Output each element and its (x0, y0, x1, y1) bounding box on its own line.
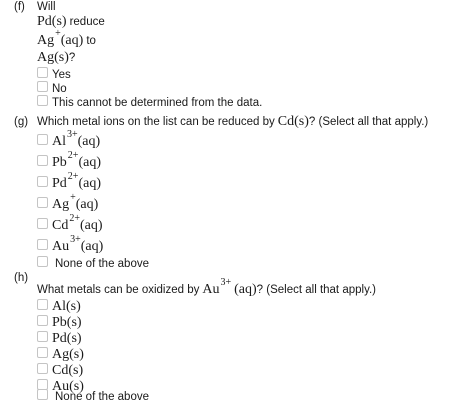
part-g-question (37, 114, 428, 130)
ion-charge: 2+ (67, 171, 79, 182)
part-h-label: (h) (14, 272, 29, 284)
ion-state: (aq) (75, 197, 99, 212)
option-label: Pd(s) (52, 331, 82, 346)
checkbox[interactable] (37, 239, 48, 250)
ion-symbol: Cd (52, 218, 69, 233)
checkbox[interactable] (37, 347, 48, 358)
part-f-will-text: Will (37, 1, 56, 13)
option-yes[interactable] (37, 67, 71, 81)
checkbox[interactable] (37, 315, 48, 326)
option-label: None of the above (55, 391, 149, 403)
option-label: Pb(s) (52, 315, 82, 330)
ion-charge: 3+ (70, 234, 81, 245)
question-text: What metals can be oxidized by (37, 284, 200, 296)
ion-state: (aq) (78, 155, 101, 170)
ag-product-symbol: Ag (37, 50, 55, 65)
option-label: Au(s) (52, 379, 84, 394)
option-cannot-be-determined[interactable] (37, 95, 262, 109)
question-mark: ? (68, 52, 76, 64)
question-text: Which metal ions on the list can be reduced by (37, 116, 275, 128)
part-f-question-line-1 (37, 14, 105, 30)
option-none-g[interactable] (37, 256, 149, 270)
ion-state: (aq) (79, 218, 103, 233)
option-label: No (52, 83, 67, 95)
checkbox[interactable] (37, 218, 48, 229)
ion-charge: 2+ (67, 150, 79, 161)
part-f-question-line-2 (37, 28, 96, 49)
checkbox[interactable] (37, 197, 48, 208)
part-g-label: (g) (14, 116, 29, 128)
ion-symbol: Ag (52, 197, 70, 212)
option-no[interactable] (37, 81, 67, 95)
option-pd2[interactable] (37, 171, 101, 192)
checkbox[interactable] (37, 363, 48, 374)
checkbox[interactable] (37, 331, 48, 342)
ion-state: (aq) (77, 134, 101, 149)
part-f-label: (f) (14, 1, 25, 13)
checkbox[interactable] (37, 299, 48, 310)
checkbox[interactable] (37, 67, 48, 78)
to-text: to (86, 35, 96, 47)
option-al3[interactable] (37, 129, 101, 150)
option-label: None of the above (55, 258, 149, 270)
au-charge: 3+ (220, 277, 232, 288)
option-ag1[interactable] (37, 192, 99, 213)
ag-ion-symbol: Ag (37, 33, 55, 48)
ag-product-state: (s) (54, 50, 69, 65)
checkbox[interactable] (37, 95, 48, 106)
checkbox[interactable] (37, 134, 48, 145)
option-label: Ag(s) (52, 347, 84, 362)
checkbox[interactable] (37, 176, 48, 187)
question-text-suffix: ? (Select all that apply.) (308, 116, 429, 128)
checkbox[interactable] (37, 155, 48, 166)
au-state: (aq) (234, 282, 257, 297)
ion-symbol: Pb (52, 155, 67, 170)
option-pb-s[interactable] (37, 315, 82, 331)
cd-symbol: Cd (277, 114, 295, 129)
option-cd2[interactable] (37, 213, 103, 234)
option-au3[interactable] (37, 234, 104, 255)
option-al-s[interactable] (37, 299, 81, 315)
ag-ion-state: (aq) (60, 33, 84, 48)
au-symbol: Au (202, 282, 220, 297)
pd-symbol: Pd (37, 14, 52, 29)
ion-symbol: Al (52, 134, 66, 149)
question-text-suffix: ? (Select all that apply.) (256, 284, 376, 296)
ion-state: (aq) (80, 239, 104, 254)
reduce-text: reduce (69, 16, 105, 28)
ion-charge: 2+ (69, 213, 80, 224)
ion-state: (aq) (78, 176, 101, 191)
checkbox[interactable] (37, 256, 48, 267)
ag-ion-charge: + (55, 28, 61, 39)
option-ag-s[interactable] (37, 347, 84, 363)
option-label: Cd(s) (52, 363, 84, 378)
option-none-h[interactable] (37, 389, 149, 403)
ion-symbol: Au (52, 239, 70, 254)
part-f-question-line-3 (37, 50, 75, 66)
ion-symbol: Pd (52, 176, 67, 191)
option-label: Al(s) (52, 299, 81, 314)
cd-state: (s) (294, 114, 309, 129)
checkbox[interactable] (37, 389, 48, 400)
option-label: Yes (52, 69, 71, 81)
option-label: This cannot be determined from the data. (52, 97, 263, 109)
part-h-question (37, 277, 376, 298)
ion-charge: + (70, 192, 76, 203)
option-pb2[interactable] (37, 150, 101, 171)
option-pd-s[interactable] (37, 331, 82, 347)
pd-state: (s) (51, 14, 67, 29)
ion-charge: 3+ (67, 129, 78, 140)
option-cd-s[interactable] (37, 363, 83, 379)
checkbox[interactable] (37, 81, 48, 92)
